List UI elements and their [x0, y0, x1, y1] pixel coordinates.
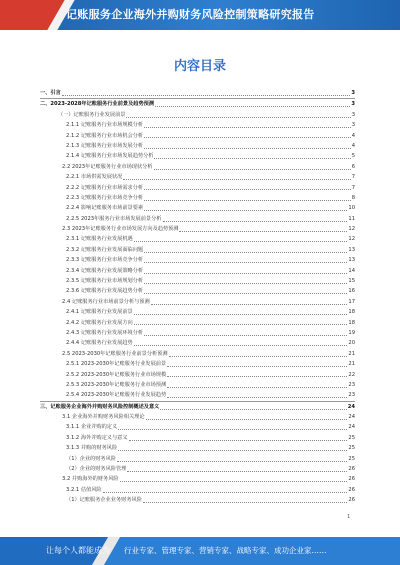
toc-entry-page: 10 [348, 205, 355, 212]
toc-entry-page: 24 [347, 403, 355, 410]
toc-leader-dots [151, 304, 348, 305]
toc-leader-dots [134, 324, 348, 325]
toc-entry[interactable] [40, 203, 355, 213]
toc-entry-page: 4 [351, 142, 355, 149]
toc-entry[interactable] [40, 401, 355, 412]
toc-entry-label: 一、引言 [40, 89, 61, 96]
toc-entry[interactable] [40, 214, 355, 224]
toc-entry-label: 2.5.3 2023-2030年记账服务行业市场预测 [66, 381, 167, 388]
toc-entry-label: 二、2023-2028年记账服务行业前景及趋势预测 [40, 101, 155, 108]
toc-entry-page: 11 [348, 215, 355, 222]
toc-entry-label: 2.4.3 记账服务行业发展环境分析 [66, 329, 144, 336]
toc-entry-label: 2.3 2023年记账服务行业市场发展方向及趋势预测 [62, 226, 179, 233]
toc-entry-page: 8 [351, 194, 355, 201]
toc-entry-label: 2.5.4 2023-2030年记账服务行业发展趋势 [66, 392, 167, 399]
toc-entry-label: 2.3.2 记账服务行业发展面临问题 [66, 246, 144, 253]
toc-entry-page: 3 [351, 89, 355, 96]
toc-leader-dots [163, 221, 348, 222]
toc-entry-label: 3.2.1 估值风险 [66, 486, 102, 493]
toc-entry-page: 20 [348, 340, 355, 347]
toc-leader-dots [62, 95, 351, 96]
toc-entry-label: 2.5.1 2023-2030年记账服务行业发展前景 [66, 361, 167, 368]
toc-entry-page: 26 [348, 466, 355, 473]
toc-leader-dots [144, 148, 351, 149]
toc-leader-dots [144, 137, 351, 138]
toc-entry[interactable] [40, 328, 355, 338]
toc-leader-dots [144, 262, 347, 263]
toc-leader-dots [167, 376, 347, 377]
toc-entry[interactable] [40, 234, 355, 244]
toc-entry-label: 2.2.1 市场供需发展状况 [66, 174, 123, 181]
report-header [0, 0, 400, 30]
toc-entry[interactable] [40, 224, 355, 234]
toc-entry[interactable] [40, 433, 355, 443]
report-footer [0, 537, 400, 565]
toc-entry[interactable] [40, 266, 355, 276]
toc-entry-label: 2.4.1 记账服务行业发展前景 [66, 309, 133, 316]
toc-entry-page: 3 [351, 111, 355, 118]
toc-leader-dots [144, 283, 347, 284]
toc-entry-page: 5 [351, 153, 355, 160]
toc-entry[interactable] [40, 474, 355, 484]
table-of-contents [40, 88, 355, 506]
toc-entry-page: 3 [351, 101, 355, 108]
toc-entry[interactable] [40, 359, 355, 369]
toc-entry-page: 15 [348, 278, 355, 285]
toc-entry-label: 2.2.3 记账服务行业市场竞争分析 [66, 194, 144, 201]
toc-entry-label: 2.5 2023-2030年记账服务行业前景分析预测 [62, 350, 168, 357]
toc-entry-page: 18 [348, 319, 355, 326]
toc-entry-page: 26 [348, 497, 355, 504]
toc-entry[interactable] [40, 370, 355, 380]
toc-leader-dots [134, 241, 348, 242]
toc-entry-page: 4 [351, 132, 355, 139]
toc-entry-page: 25 [348, 434, 355, 441]
toc-entry[interactable] [40, 390, 355, 400]
toc-leader-dots [154, 169, 351, 170]
toc-leader-dots [117, 461, 347, 462]
toc-leader-dots [143, 502, 347, 503]
toc-leader-dots [126, 117, 350, 118]
toc-entry-label: 2.3.6 记账服务行业发展趋势分析 [66, 288, 144, 295]
toc-entry[interactable] [40, 193, 355, 203]
toc-entry-label: 2.1.4 记账服务行业市场发展趋势分析 [66, 153, 154, 160]
toc-entry[interactable] [40, 131, 355, 141]
toc-entry-label: 2.5.2 2023-2030年记账服务行业市场规模 [66, 371, 167, 378]
toc-entry[interactable] [40, 454, 355, 464]
toc-entry-label: 2.1.3 记账服务行业市场发展分析 [66, 142, 144, 149]
toc-entry[interactable] [40, 110, 355, 120]
toc-leader-dots [154, 158, 350, 159]
toc-entry-label: 2.3.1 记账服务行业发展机遇 [66, 236, 133, 243]
toc-entry[interactable] [40, 464, 355, 474]
toc-entry[interactable] [40, 151, 355, 161]
toc-entry-page: 12 [348, 236, 355, 243]
toc-leader-dots [144, 127, 351, 128]
toc-entry-page: 26 [348, 476, 355, 483]
toc-entry-label: （1）企业的财务风险 [66, 455, 116, 462]
footer-roles: 行业专家、管理专家、营销专家、战略专家、成功企业家…… [124, 546, 327, 555]
toc-entry-label: （2）企业的财务风险管理 [66, 466, 127, 473]
toc-entry-label: 3.2 并购海外的财务风险 [62, 476, 119, 483]
toc-entry-label: 2.3.5 记账服务行业市场规划分析 [66, 278, 144, 285]
toc-entry-label: 2.4.2 记账服务行业发展方向 [66, 319, 133, 326]
toc-leader-dots [118, 450, 347, 451]
toc-leader-dots [144, 293, 347, 294]
toc-entry-page: 24 [348, 414, 355, 421]
toc-entry-label: （一）记账服务行业发展前景 [58, 111, 126, 118]
toc-leader-dots [167, 397, 347, 398]
toc-entry-label: 2.1.1 记账服务行业市场规模分析 [66, 122, 144, 129]
toc-entry-page: 23 [348, 381, 355, 388]
toc-entry[interactable] [40, 88, 355, 98]
toc-entry-label: 2.1.2 记账服务行业市场机会分析 [66, 132, 144, 139]
toc-entry-page: 13 [348, 246, 355, 253]
toc-leader-dots [179, 231, 347, 232]
toc-entry[interactable] [40, 495, 355, 505]
toc-entry-page: 22 [348, 371, 355, 378]
toc-leader-dots [134, 314, 348, 315]
toc-entry-label: 3.1 企业海外并购财务风险相关理论 [62, 414, 145, 421]
toc-entry-page: 16 [348, 288, 355, 295]
toc-leader-dots [167, 387, 347, 388]
toc-leader-dots [123, 179, 350, 180]
toc-leader-dots [134, 345, 348, 346]
toc-entry-label: 2.2.5 2023年服务行业市场发展前景分析 [66, 215, 162, 222]
toc-leader-dots [144, 252, 347, 253]
toc-entry-page: 21 [348, 361, 355, 368]
toc-entry-label: 2.4.4 记账服务行业发展趋势 [66, 340, 133, 347]
toc-leader-dots [120, 481, 348, 482]
toc-leader-dots [146, 419, 348, 420]
toc-leader-dots [169, 356, 348, 357]
toc-entry-page: 12 [348, 226, 355, 233]
toc-entry[interactable] [40, 276, 355, 286]
toc-entry[interactable] [40, 485, 355, 495]
toc-entry-label: （1）记账服务企业业务财务风险 [66, 497, 142, 504]
toc-entry-page: 21 [348, 350, 355, 357]
toc-leader-dots [144, 273, 347, 274]
toc-entry-page: 14 [348, 267, 355, 274]
toc-leader-dots [144, 210, 347, 211]
toc-entry-page: 19 [348, 329, 355, 336]
toc-entry-page: 6 [351, 163, 355, 170]
toc-leader-dots [160, 409, 346, 410]
toc-entry-label: 2.2.4 影响记账服务市场前景要素 [66, 205, 144, 212]
toc-entry-page: 23 [348, 392, 355, 399]
toc-entry-label: 2.4 记账服务行业市场前景分析与预测 [62, 298, 150, 305]
toc-entry-page: 3 [351, 122, 355, 129]
toc-entry[interactable] [40, 443, 355, 453]
toc-entry-label: 2.2 2023年记账服务行业市场现状分析 [62, 163, 153, 170]
toc-entry-label: 3.1.3 并购的财务风险 [66, 445, 118, 452]
toc-entry[interactable] [40, 183, 355, 193]
toc-entry-label: 2.2.2 记账服务行业市场需求分析 [66, 184, 144, 191]
toc-leader-dots [103, 492, 348, 493]
toc-entry[interactable] [40, 297, 355, 307]
toc-entry[interactable] [40, 380, 355, 390]
toc-entry-page: 24 [348, 424, 355, 431]
toc-entry-label: 2.3.3 记账服务行业市场竞争分析 [66, 257, 144, 264]
toc-entry-label: 2.3.4 记账服务行业发展策略分析 [66, 267, 144, 274]
toc-entry[interactable] [40, 423, 355, 433]
toc-entry[interactable] [40, 172, 355, 182]
toc-entry-page: 17 [348, 298, 355, 305]
toc-leader-dots [144, 200, 351, 201]
toc-leader-dots [155, 106, 350, 107]
footer-slogan: 让每个人都能成为 [46, 546, 110, 555]
toc-entry-page: 26 [348, 486, 355, 493]
toc-heading: 内容目录 [173, 59, 226, 74]
toc-entry-page: 25 [348, 445, 355, 452]
toc-entry[interactable] [40, 98, 355, 109]
toc-leader-dots [167, 366, 347, 367]
toc-leader-dots [129, 440, 348, 441]
toc-entry[interactable] [40, 141, 355, 151]
toc-entry[interactable] [40, 349, 355, 359]
toc-entry[interactable] [40, 255, 355, 265]
toc-entry[interactable] [40, 318, 355, 328]
toc-entry-page: 18 [348, 309, 355, 316]
toc-entry-label: 3.1.1 企业并购的定义 [66, 424, 118, 431]
toc-leader-dots [144, 335, 347, 336]
toc-entry-label: 3.1.2 海外并购定义与意义 [66, 434, 128, 441]
report-title: 记账服务企业海外并购财务风险控制策略研究报告 [66, 8, 315, 21]
toc-entry[interactable] [40, 286, 355, 296]
toc-entry[interactable] [40, 245, 355, 255]
toc-entry[interactable] [40, 338, 355, 348]
toc-entry-page: 13 [348, 257, 355, 264]
toc-leader-dots [144, 189, 351, 190]
toc-leader-dots [127, 471, 347, 472]
toc-entry[interactable] [40, 412, 355, 422]
toc-entry-page: 7 [351, 184, 355, 191]
toc-entry-page: 7 [351, 174, 355, 181]
toc-entry[interactable] [40, 307, 355, 317]
toc-entry-page: 25 [348, 455, 355, 462]
page-number: 1 [347, 514, 351, 520]
toc-entry[interactable] [40, 162, 355, 172]
toc-leader-dots [118, 429, 347, 430]
toc-entry-label: 三、记账服务企业海外并购财务风险控制概述及意义 [40, 403, 160, 410]
toc-entry[interactable] [40, 120, 355, 130]
